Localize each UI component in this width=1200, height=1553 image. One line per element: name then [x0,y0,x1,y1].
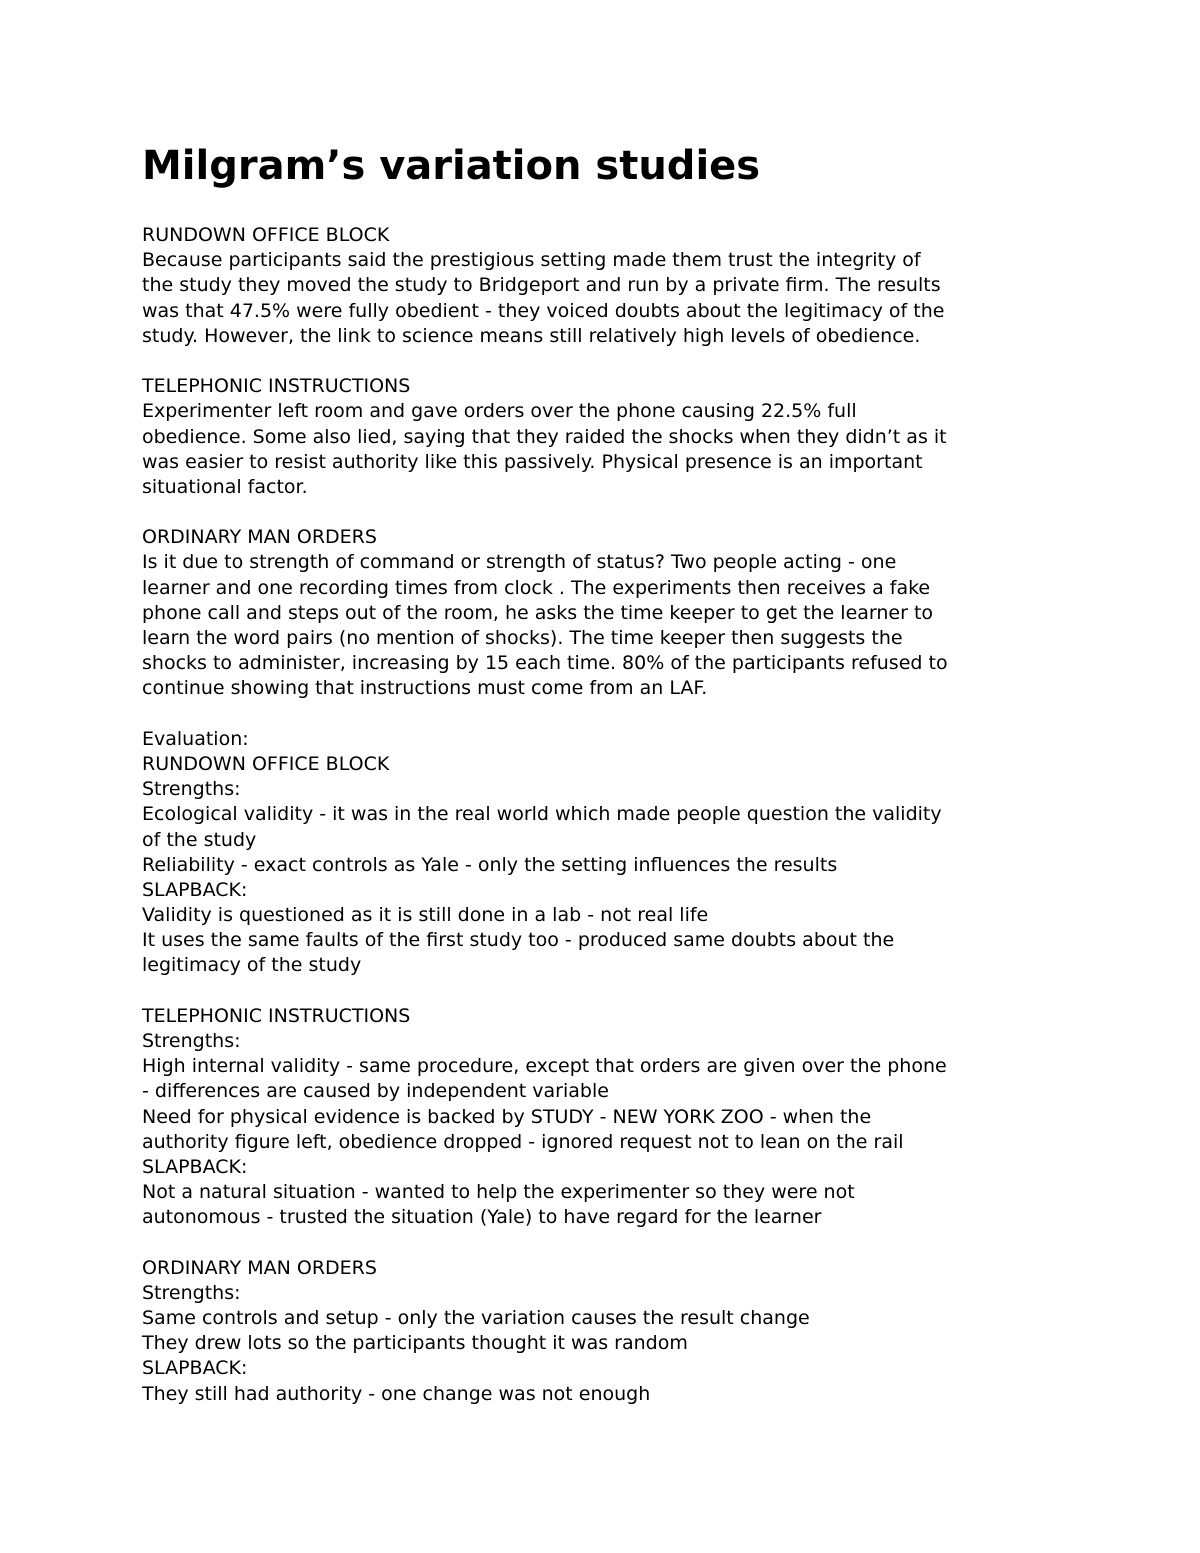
paragraph-gap [142,500,1072,525]
text-line: - differences are caused by independent variable [142,1080,609,1103]
text-line: It uses the same faults of the first study too - produced same doubts about the [142,929,895,952]
text-line: They drew lots so the participants thought it was random [142,1332,688,1355]
section-telephonic [142,374,1072,500]
section-eval-rundown [142,727,1072,979]
text-line: study. However, the link to science means still relatively high levels of obedience. [142,324,921,347]
section-heading: ORDINARY MAN ORDERS [142,1256,377,1279]
text-line: situational factor. [142,475,308,498]
text-line: Ecological validity - it was in the real world which made people question the validity [142,803,942,826]
text-line: of the study [142,828,257,851]
section-heading: TELEPHONIC INSTRUCTIONS [142,375,411,398]
paragraph-gap [142,349,1072,374]
text-line: They still had authority - one change was not enough [142,1382,651,1405]
section-heading: SLAPBACK: [142,878,248,901]
text-line: Same controls and setup - only the variation causes the result change [142,1307,810,1330]
paragraph-gap [142,702,1072,727]
document-body [142,223,1072,1407]
text-line: the study they moved the study to Bridgeport and run by a private firm. The results [142,274,941,297]
text-line: High internal validity - same procedure, except that orders are given over the phone [142,1055,947,1078]
text-line: shocks to administer, increasing by 15 each time. 80% of the participants refused to [142,652,948,675]
section-heading: Strengths: [142,1030,241,1052]
section-heading: RUNDOWN OFFICE BLOCK [142,752,390,775]
text-line: obedience. Some also lied, saying that they raided the shocks when they didn’t as it [142,425,947,448]
section-rundown [142,223,1072,349]
page-title: Milgram’s variation studies [142,143,761,189]
text-line: learn the word pairs (no mention of shocks). The time keeper then suggests the [142,627,903,649]
section-ordinary [142,525,1072,701]
text-line: Reliability - exact controls as Yale - only the setting influences the results [142,853,838,876]
text-line: Is it due to strength of command or strength of status? Two people acting - one [142,551,897,574]
paragraph-gap [142,979,1072,1004]
section-heading: SLAPBACK: [142,1155,248,1178]
text-line: legitimacy of the study [142,954,362,977]
paragraph-gap [142,1231,1072,1256]
section-eval-telephonic [142,1004,1072,1231]
section-heading: SLAPBACK: [142,1357,248,1380]
text-line: learner and one recording times from clock . The experiments then receives a fake [142,576,931,599]
text-line: Because participants said the prestigious setting made them trust the integrity of [142,249,921,272]
text-line: Validity is questioned as it is still done in a lab - not real life [142,904,709,927]
section-heading: ORDINARY MAN ORDERS [142,526,377,549]
section-eval-ordinary [142,1256,1072,1407]
text-line: was easier to resist authority like this passively. Physical presence is an important [142,450,923,473]
text-line: continue showing that instructions must come from an LAF. [142,677,708,700]
text-line: Experimenter left room and gave orders over the phone causing 22.5% full [142,400,857,423]
section-heading: RUNDOWN OFFICE BLOCK [142,224,390,246]
text-line: Need for physical evidence is backed by STUDY - NEW YORK ZOO - when the [142,1105,872,1128]
text-line: Not a natural situation - wanted to help the experimenter so they were not [142,1181,855,1204]
text-line: autonomous - trusted the situation (Yale) to have regard for the learner [142,1206,822,1229]
section-heading: TELEPHONIC INSTRUCTIONS [142,1004,411,1027]
text-line: authority figure left, obedience dropped - ignored request not to lean on the rail [142,1130,904,1153]
text-line: was that 47.5% were fully obedient - they voiced doubts about the legitimacy of the [142,299,945,322]
section-heading: Evaluation: [142,727,249,750]
text-line: phone call and steps out of the room, he asks the time keeper to get the learner to [142,601,934,624]
section-heading: Strengths: [142,1281,241,1304]
section-heading: Strengths: [142,778,241,801]
